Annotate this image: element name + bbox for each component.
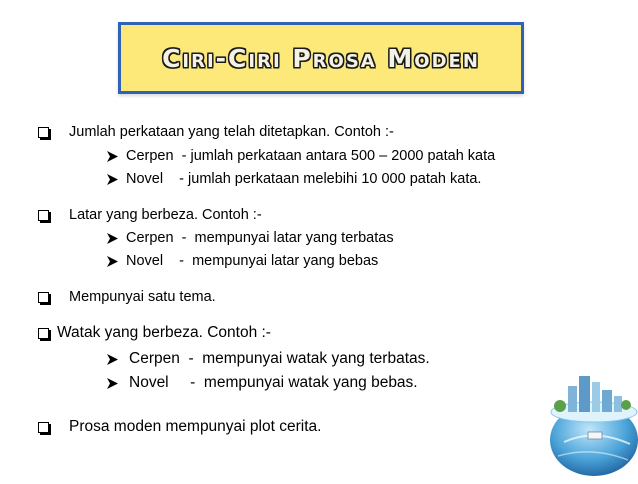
sub-bullet-item: [107, 350, 430, 368]
sub-bullet-text: Novel - jumlah perkataan melebihi 10 000 patah kata.: [126, 171, 482, 187]
globe-city-icon: [544, 372, 638, 479]
bullet-item: [38, 207, 262, 223]
sub-bullet-text: Novel - mempunyai watak yang bebas.: [129, 374, 418, 391]
arrowhead-icon: [107, 174, 118, 185]
bullet-item: [38, 289, 216, 305]
arrowhead-icon: [107, 151, 118, 162]
square-box-icon: [38, 210, 49, 221]
sub-bullet-text: Cerpen - mempunyai watak yang terbatas.: [129, 350, 430, 367]
bullet-text: Prosa moden mempunyai plot cerita.: [69, 418, 322, 435]
bullet-text: Watak yang berbeza. Contoh :-: [57, 324, 271, 341]
square-box-icon: [38, 328, 49, 339]
sub-bullet-item: [107, 230, 394, 246]
bullet-item: [38, 418, 321, 436]
sub-bullet-item: [107, 171, 481, 187]
slide-title: Ciri-Ciri Prosa Moden: [162, 43, 480, 73]
sub-bullet-item: [107, 374, 418, 392]
sub-bullet-text: Cerpen - mempunyai latar yang terbatas: [126, 230, 394, 246]
arrowhead-icon: [107, 378, 118, 389]
square-box-icon: [38, 292, 49, 303]
bullet-item: [38, 324, 271, 342]
sub-bullet-text: Cerpen - jumlah perkataan antara 500 – 2000 patah kata: [126, 148, 496, 164]
sub-bullet-item: [107, 148, 495, 164]
title-box: [118, 22, 524, 94]
sub-bullet-item: [107, 253, 378, 269]
bullet-item: [38, 124, 394, 140]
bullet-text: Latar yang berbeza. Contoh :-: [69, 207, 262, 223]
arrowhead-icon: [107, 256, 118, 267]
square-box-icon: [38, 422, 49, 433]
square-box-icon: [38, 127, 49, 138]
bullet-text: Jumlah perkataan yang telah ditetapkan. Contoh :-: [69, 124, 394, 140]
sub-bullet-text: Novel - mempunyai latar yang bebas: [126, 253, 379, 269]
arrowhead-icon: [107, 233, 118, 244]
arrowhead-icon: [107, 354, 118, 365]
bullet-text: Mempunyai satu tema.: [69, 289, 216, 305]
